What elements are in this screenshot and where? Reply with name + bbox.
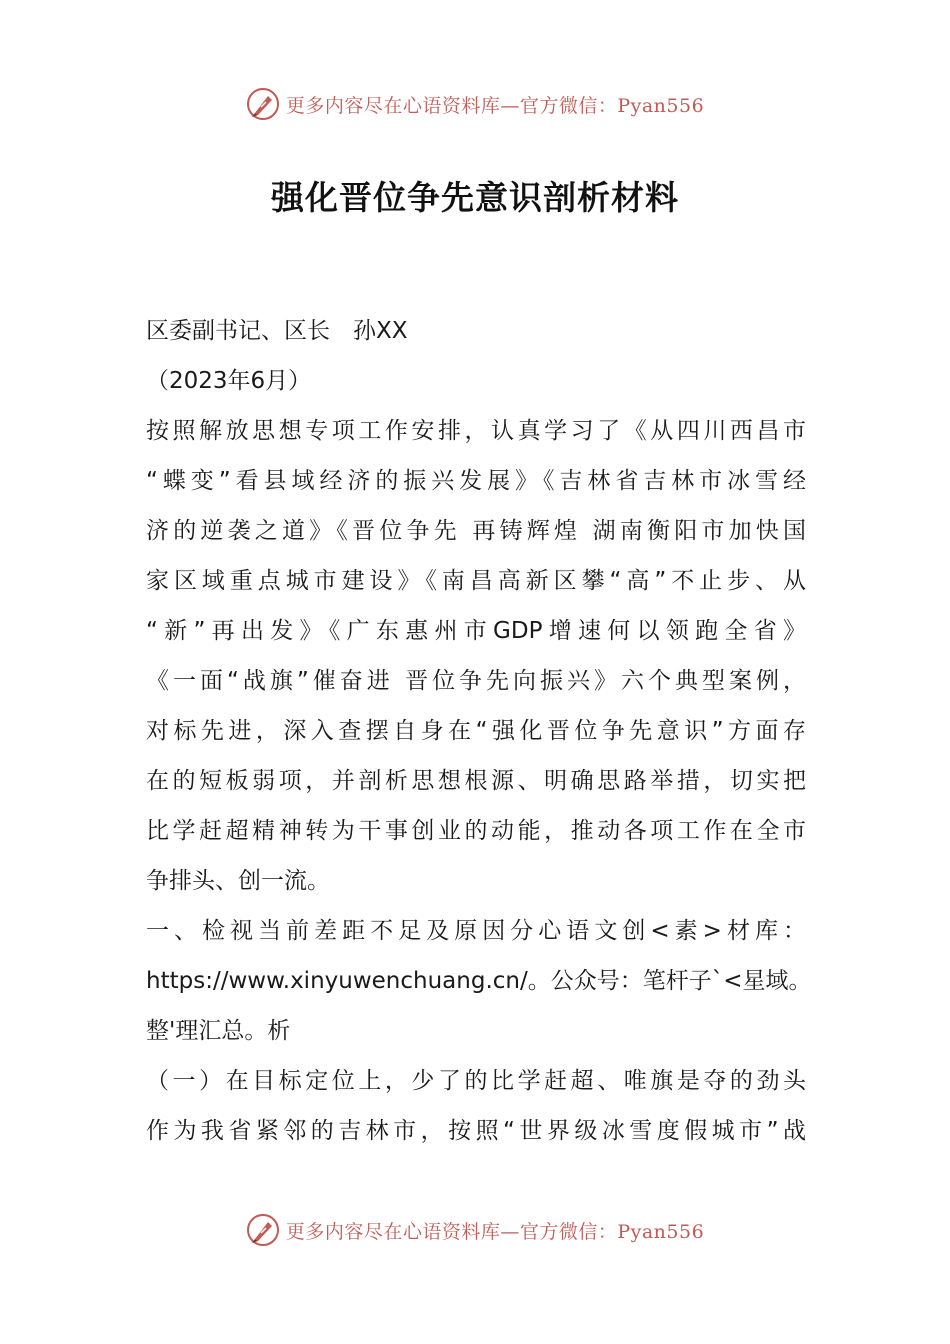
body-line: 整'理汇总。析 <box>146 1018 291 1044</box>
body-line: 按照解放思想专项工作安排，认真学习了《从四川西昌市 <box>146 418 806 444</box>
section-heading: 一、检视当前差距不足及原因分心语文创<素>材库： <box>146 918 806 944</box>
header-watermark-banner <box>0 84 950 124</box>
footer-watermark-text: 更多内容尽在心语资料库—官方微信：Pyan556 <box>285 1220 705 1243</box>
footer-watermark-banner <box>0 1210 950 1250</box>
body-line: 争排头、创一流。 <box>146 868 330 894</box>
document-body <box>146 306 812 1156</box>
document-title: 强化晋位争先意识剖析材料 <box>271 178 679 217</box>
header-watermark-text: 更多内容尽在心语资料库—官方微信：Pyan556 <box>285 94 705 117</box>
body-line: 对标先进，深入查摆自身在“强化晋位争先意识”方面存 <box>146 718 806 744</box>
pen-nib-logo-icon <box>246 1213 280 1247</box>
author-line: 区委副书记、区长 孙XX <box>146 318 408 344</box>
date-line: （2023年6月） <box>146 368 312 394</box>
body-line: “新”再出发》《广东惠州市GDP增速何以领跑全省》 <box>146 618 806 644</box>
body-line: 比学赶超精神转为干事创业的动能，推动各项工作在全市 <box>146 818 806 844</box>
source-url-line: https://www.xinyuwenchuang.cn/。公众号：笔杆子`<星域。 <box>146 968 812 994</box>
body-line: 家区域重点城市建设》《南昌高新区攀“高”不止步、从 <box>146 568 806 594</box>
body-line: 作为我省紧邻的吉林市，按照“世界级冰雪度假城市”战 <box>146 1118 806 1144</box>
body-line: 济的逆袭之道》《晋位争先 再铸辉煌 湖南衡阳市加快国 <box>146 518 806 544</box>
body-line: “蝶变”看县域经济的振兴发展》《吉林省吉林市冰雪经 <box>146 468 806 494</box>
body-line: 《一面“战旗”催奋进 晋位争先向振兴》六个典型案例， <box>146 668 806 694</box>
pen-nib-logo-icon <box>246 87 280 121</box>
body-line: 在的短板弱项，并剖析思想根源、明确思路举措，切实把 <box>146 768 806 794</box>
subsection-heading: （一）在目标定位上，少了的比学赶超、唯旗是夺的劲头 <box>146 1068 806 1094</box>
